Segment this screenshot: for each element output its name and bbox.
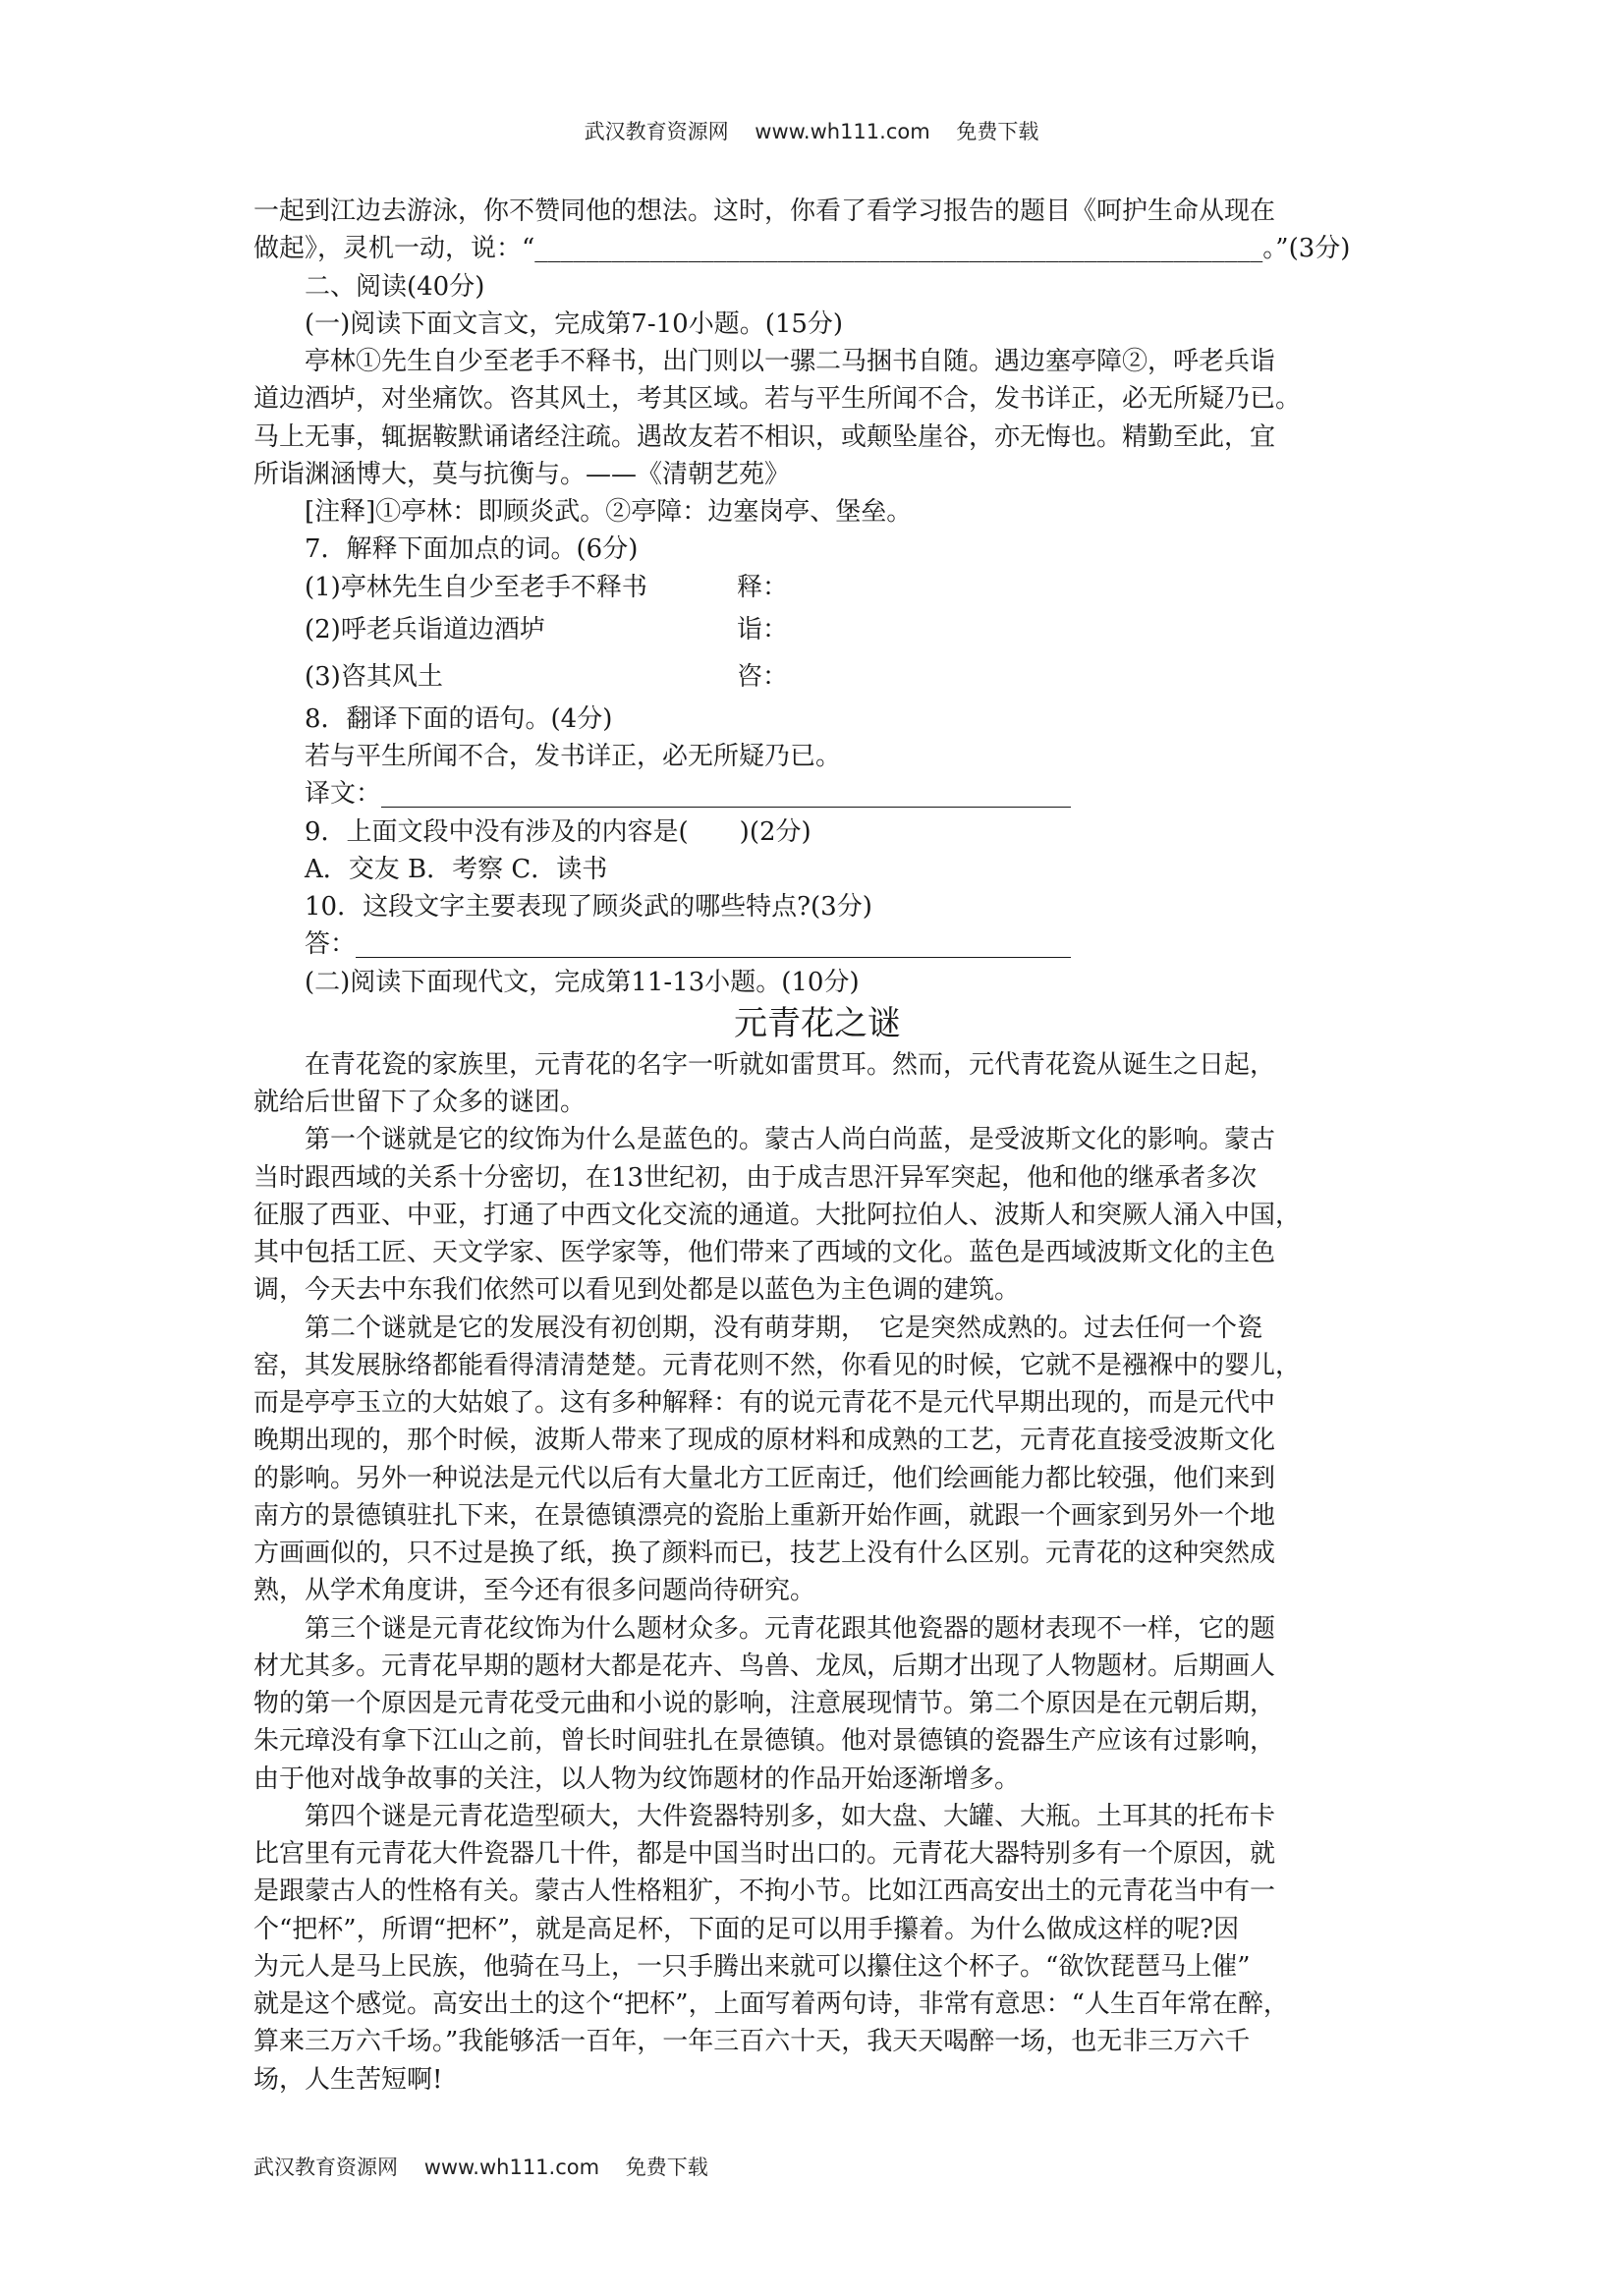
article-line: 第二个谜就是它的发展没有初创期，没有萌芽期， 它是突然成熟的。过去任何一个瓷: [305, 1313, 1263, 1343]
question-8: 8．翻译下面的语句。(4分): [305, 703, 613, 734]
article-line: 方画画似的，只不过是换了纸，换了颜料而已，技艺上没有什么区别。元青花的这种突然成: [253, 1539, 1276, 1568]
question-10: 10．这段文字主要表现了顾炎武的哪些特点?(3分): [305, 892, 872, 922]
article-line: 其中包括工匠、天文学家、医学家等，他们带来了西域的文化。蓝色是西域波斯文化的主色: [253, 1238, 1276, 1267]
question-7-items: [253, 569, 1381, 700]
article-line: 第三个谜是元青花纹饰为什么题材众多。元青花跟其他瓷器的题材表现不一样，它的题: [305, 1613, 1276, 1644]
translation-blank: 译文：______________________________________________________: [305, 779, 1072, 810]
subsection-heading: (一)阅读下面文言文，完成第7-10小题。(15分): [305, 308, 844, 339]
article-line: 而是亭亭玉立的大姑娘了。这有多种解释：有的说元青花不是元代早期出现的，而是元代中: [253, 1388, 1276, 1418]
q7-item: (3)咨其风土 咨：: [253, 653, 1381, 700]
answer-label: 咨：: [737, 661, 789, 692]
top-text: [253, 193, 1381, 569]
article-line: 的影响。另外一种说法是元代以后有大量北方工匠南迁，他们绘画能力都比较强，他们来到: [253, 1463, 1276, 1493]
article-line: 材尤其多。元青花早期的题材大都是花卉、鸟兽、龙凤，后期才出现了人物题材。后期画人: [253, 1651, 1276, 1681]
subsection-heading: (二)阅读下面现代文，完成第11-13小题。(10分): [305, 967, 860, 997]
page-header: 武汉教育资源网 www.wh111.com 免费下载: [584, 120, 1039, 143]
article-line: 比宫里有元青花大件瓷器几十件，都是中国当时出口的。元青花大器特别多有一个原因，就: [253, 1839, 1276, 1869]
dotted-char: 诣: [418, 606, 443, 653]
text-line: 做起》，灵机一动，说：“_________________________________________________________。”(3分): [253, 234, 1351, 264]
article-line: 朱元璋没有拿下江山之前，曾长时间驻扎在景德镇。他对景德镇的瓷器生产应该有过影响，: [253, 1726, 1276, 1757]
q7-item: (2)呼老兵诣道边酒垆 诣：: [253, 606, 1381, 653]
dotted-char: 释: [596, 569, 622, 606]
answer-label: 诣：: [737, 614, 789, 644]
article-line: 第一个谜就是它的纹饰为什么是蓝色的。蒙古人尚白尚蓝，是受波斯文化的影响。蒙古: [305, 1125, 1276, 1155]
question-7: 7．解释下面加点的词。(6分): [305, 534, 639, 565]
article-line: 为元人是马上民族，他骑在马上，一只手腾出来就可以攥住这个杯子。“欲饮琵琶马上催”: [253, 1951, 1251, 1982]
article-line: 南方的景德镇驻扎下来，在景德镇漂亮的瓷胎上重新开始作画，就跟一个画家到另外一个地: [253, 1500, 1276, 1531]
classical-text-line: 道边酒垆，对坐痛饮。咨其风土，考其区域。若与平生所闻不合，发书详正，必无所疑乃已。: [253, 384, 1302, 415]
classical-text-line: 马上无事，辄据鞍默诵诸经注疏。遇故友若不相识，或颠坠崖谷，亦无悔也。精勤至此，宜: [253, 421, 1276, 452]
article-line: 是跟蒙古人的性格有关。蒙古人性格粗犷，不拘小节。比如江西高安出土的元青花当中有一: [253, 1876, 1276, 1907]
article-line: 在青花瓷的家族里，元青花的名字一听就如雷贯耳。然而，元代青花瓷从诞生之日起，: [305, 1049, 1276, 1080]
article-line: 算来三万六千场。”我能够活一百年，一年三百六十天，我天天喝醉一场，也无非三万六千: [253, 2027, 1251, 2057]
article-line: 场，人生苦短啊!: [253, 2064, 443, 2095]
article-line: 第四个谜是元青花造型硕大，大件瓷器特别多，如大盘、大罐、大瓶。土耳其的托布卡: [305, 1801, 1276, 1831]
page-footer: 武汉教育资源网 www.wh111.com 免费下载: [253, 2156, 708, 2179]
article-title: 元青花之谜: [734, 1003, 901, 1043]
annotation: [注释]①亭林：即顾炎武。②亭障：边塞岗亭、堡垒。: [305, 497, 913, 527]
article-line: 个“把杯”，所谓“把杯”，就是高足杯，下面的足可以用手攥着。为什么做成这样的呢?因: [253, 1914, 1240, 1944]
classical-text-line: 所诣渊涵博大，莫与抗衡与。——《清朝艺苑》: [253, 459, 791, 489]
q7-item: (1)亭林先生自少至老手不释书 释：: [253, 569, 1381, 606]
article-line: 就给后世留下了众多的谜团。: [253, 1088, 587, 1117]
page-content: [253, 193, 1381, 2099]
article-line: 就是这个感觉。高安出土的这个“把杯”，上面写着两句诗，非常有意思：“人生百年常在醉，: [253, 1989, 1289, 2019]
section-heading: 二、阅读(40分): [305, 271, 485, 302]
article-line: 当时跟西域的关系十分密切，在13世纪初，由于成吉思汗异军突起，他和他的继承者多次: [253, 1162, 1258, 1193]
question-9: 9．上面文段中没有涉及的内容是( )(2分): [305, 816, 812, 847]
text-line: 一起到江边去游泳，你不赞同他的想法。这时，你看了看学习报告的题目《呵护生命从现在: [253, 196, 1276, 226]
classical-text-line: 亭林①先生自少至老手不释书，出门则以一骡二马捆书自随。遇边塞亭障②，呼老兵诣: [305, 347, 1276, 376]
answer-label: 释：: [737, 572, 789, 602]
article-line: 征服了西亚、中亚，打通了中西文化交流的通道。大批阿拉伯人、波斯人和突厥人涌入中国，: [253, 1200, 1302, 1230]
question-9-options: A．交友 B．考察 C．读书: [305, 854, 608, 884]
article-line: 调，今天去中东我们依然可以看见到处都是以蓝色为主色调的建筑。: [253, 1275, 1021, 1306]
article-line: 由于他对战争故事的关注，以人物为纹饰题材的作品开始逐渐增多。: [253, 1764, 1021, 1794]
article-line: 窑，其发展脉络都能看得清清楚楚。元青花则不然，你看见的时候，它就不是襁褓中的婴儿，: [253, 1350, 1302, 1380]
dotted-char: 咨: [341, 653, 366, 700]
middle-text: [253, 700, 1381, 1001]
article-line: 熟，从学术角度讲，至今还有很多问题尚待研究。: [253, 1576, 816, 1606]
article-body: [253, 1046, 1381, 2099]
sentence-to-translate: 若与平生所闻不合，发书详正，必无所疑乃已。: [305, 742, 842, 771]
article-line: 物的第一个原因是元青花受元曲和小说的影响，注意展现情节。第二个原因是在元朝后期，: [253, 1689, 1276, 1718]
article-line: 晚期出现的，那个时候，波斯人带来了现成的原材料和成熟的工艺，元青花直接受波斯文化: [253, 1426, 1276, 1456]
answer-blank: 答：________________________________________________________: [305, 929, 1072, 960]
